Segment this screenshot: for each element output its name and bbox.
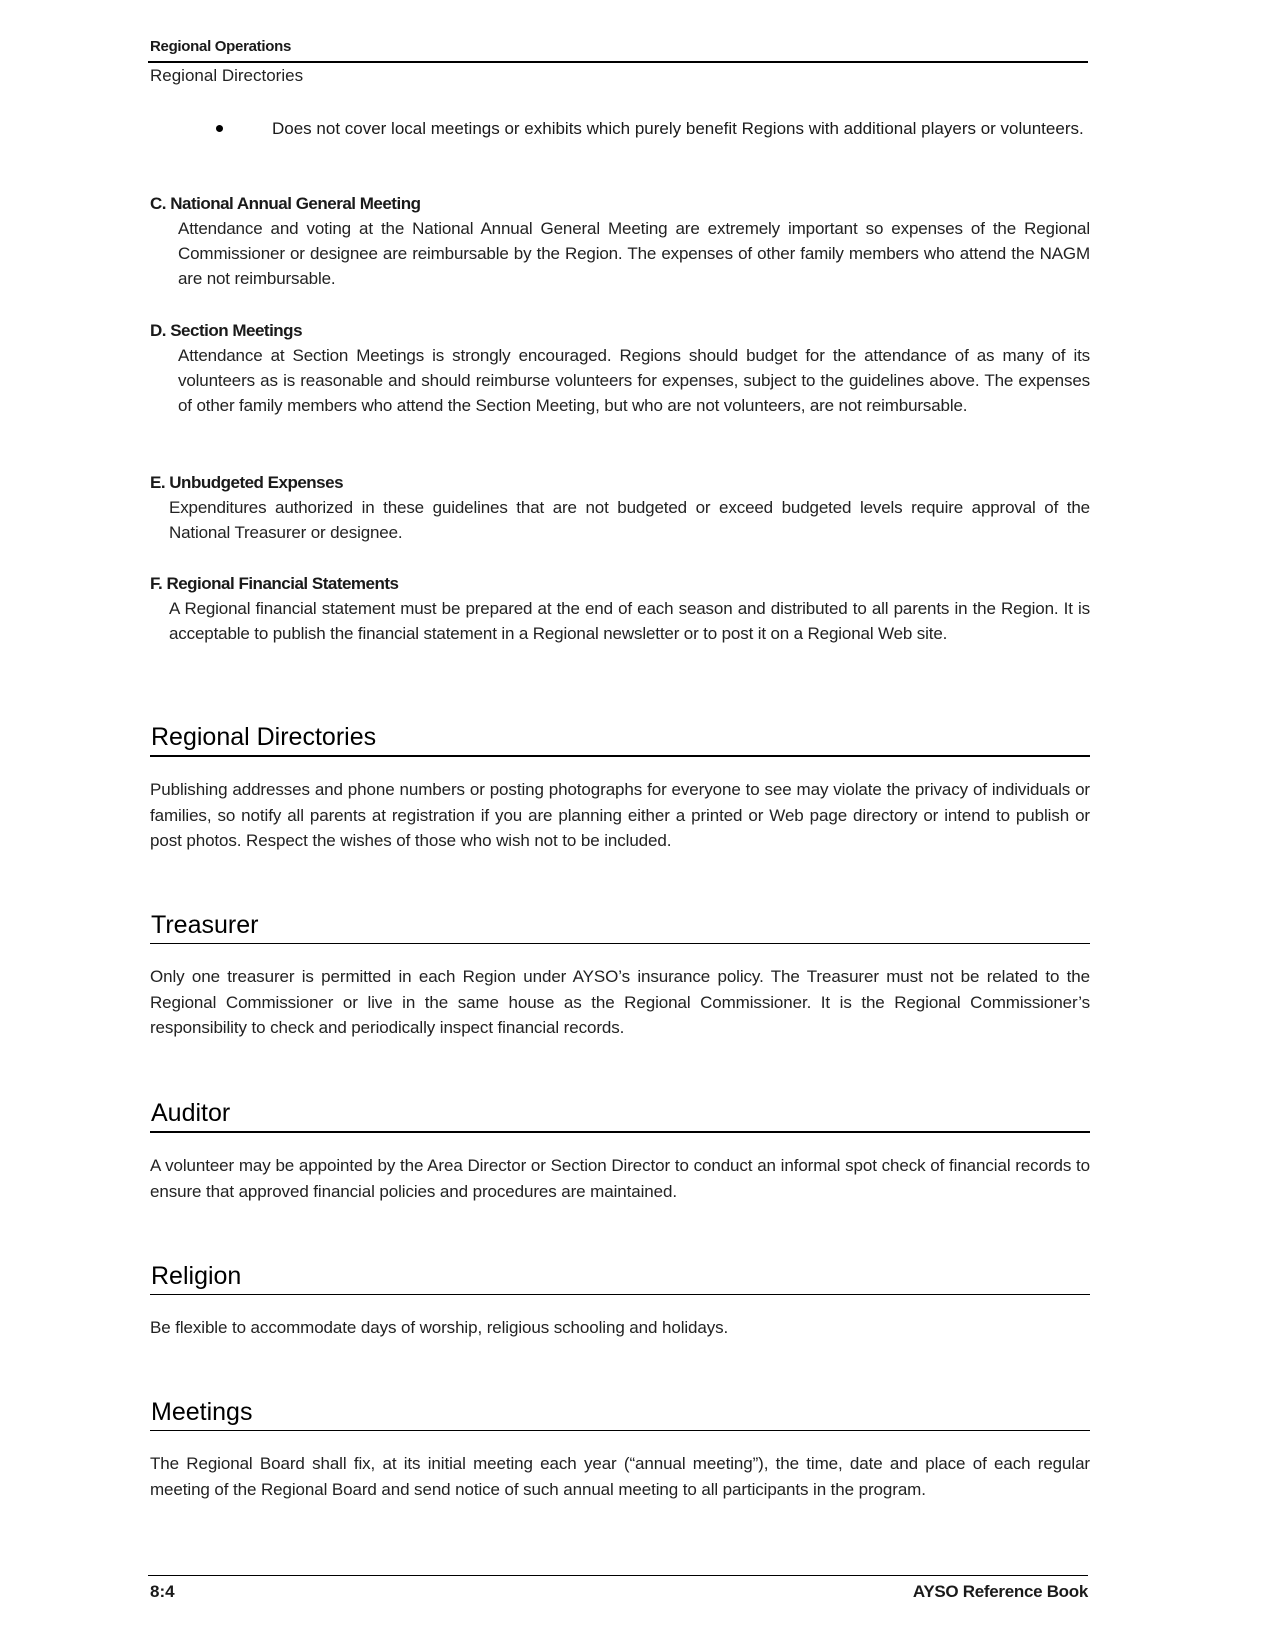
- section-auditor: [150, 1097, 1090, 1204]
- section-rule: [150, 1430, 1090, 1431]
- book-title: AYSO Reference Book: [912, 1582, 1088, 1601]
- section-religion: [150, 1260, 1090, 1341]
- section-title: Auditor: [151, 1099, 231, 1127]
- section-rule: [150, 943, 1090, 944]
- subsection-regional-financial-statements: [150, 572, 1090, 646]
- section-body: A volunteer may be appointed by the Area Director or Section Director to conduct an informal spot check of financial records to ensure that approved financial policies and procedures are maintained.: [150, 1156, 1090, 1201]
- section-body: Only one treasurer is permitted in each Region under AYSO’s insurance policy. The Treasurer must not be related to the Regional Commissioner or live in the same house as the Regional Commissioner. It is the Regional Commissioner’s responsibility to check and periodically inspect financial records.: [150, 967, 1090, 1037]
- section-meetings: [150, 1396, 1090, 1502]
- subsection-body: A Regional financial statement must be prepared at the end of each season and distributed to all parents in the Region. It is acceptable to publish the financial statement in a Regional newsletter or to post it on a Regional Web site.: [169, 599, 1090, 643]
- section-title: Religion: [151, 1262, 242, 1290]
- footer-rule: [148, 1575, 1088, 1576]
- section-body: Be flexible to accommodate days of worship, religious schooling and holidays.: [150, 1318, 729, 1337]
- section-rule: [150, 1131, 1090, 1133]
- subsection-heading: F. Regional Financial Statements: [150, 574, 399, 593]
- bullet-icon: [216, 125, 223, 132]
- subsection-body: Attendance and voting at the National Annual General Meeting are extremely important so expenses of the Regional Commissioner or designee are reimbursable by the Region. The expenses of other family members who attend the NAGM are not reimbursable.: [178, 219, 1090, 288]
- section-title: Meetings: [151, 1398, 253, 1426]
- section-rule: [150, 755, 1090, 757]
- running-header-chapter: Regional Operations: [150, 38, 291, 55]
- bullet-list-item: [150, 116, 1090, 142]
- subsection-national-annual-general-meeting: [150, 192, 1090, 291]
- subsection-heading: C. National Annual General Meeting: [150, 194, 421, 213]
- header-rule: [148, 61, 1088, 63]
- subsection-body: Expenditures authorized in these guidelines that are not budgeted or exceed budgeted levels require approval of the National Treasurer or designee.: [169, 498, 1090, 542]
- running-header-section: Regional Directories: [150, 66, 304, 85]
- subsection-unbudgeted-expenses: [150, 471, 1090, 545]
- subsection-heading: D. Section Meetings: [150, 321, 303, 340]
- section-treasurer: [150, 909, 1090, 1041]
- subsection-body: Attendance at Section Meetings is strongly encouraged. Regions should budget for the attendance of as many of its volunteers as is reasonable and should reimburse volunteers for expenses, subject to the guidelines above. The expenses of other family members who attend the Section Meeting, but who are not volunteers, are not reimbursable.: [178, 346, 1090, 415]
- subsection-section-meetings: [150, 319, 1090, 418]
- section-rule: [150, 1294, 1090, 1295]
- page-number: 8:4: [150, 1582, 175, 1601]
- section-title: Regional Directories: [151, 723, 377, 751]
- subsection-heading: E. Unbudgeted Expenses: [150, 473, 344, 492]
- bullet-text: Does not cover local meetings or exhibits which purely benefit Regions with additional players or volunteers.: [272, 119, 1084, 138]
- section-regional-directories: [150, 721, 1090, 854]
- section-body: Publishing addresses and phone numbers or posting photographs for everyone to see may violate the privacy of individuals or families, so notify all parents at registration if you are planning either a printed or Web page directory or intend to publish or post photos. Respect the wishes of those who wish not to be included.: [150, 780, 1090, 850]
- section-title: Treasurer: [151, 911, 259, 939]
- section-body: The Regional Board shall fix, at its initial meeting each year (“annual meeting”), the time, date and place of each regular meeting of the Regional Board and send notice of such annual meeting to all participants in the program.: [150, 1454, 1090, 1499]
